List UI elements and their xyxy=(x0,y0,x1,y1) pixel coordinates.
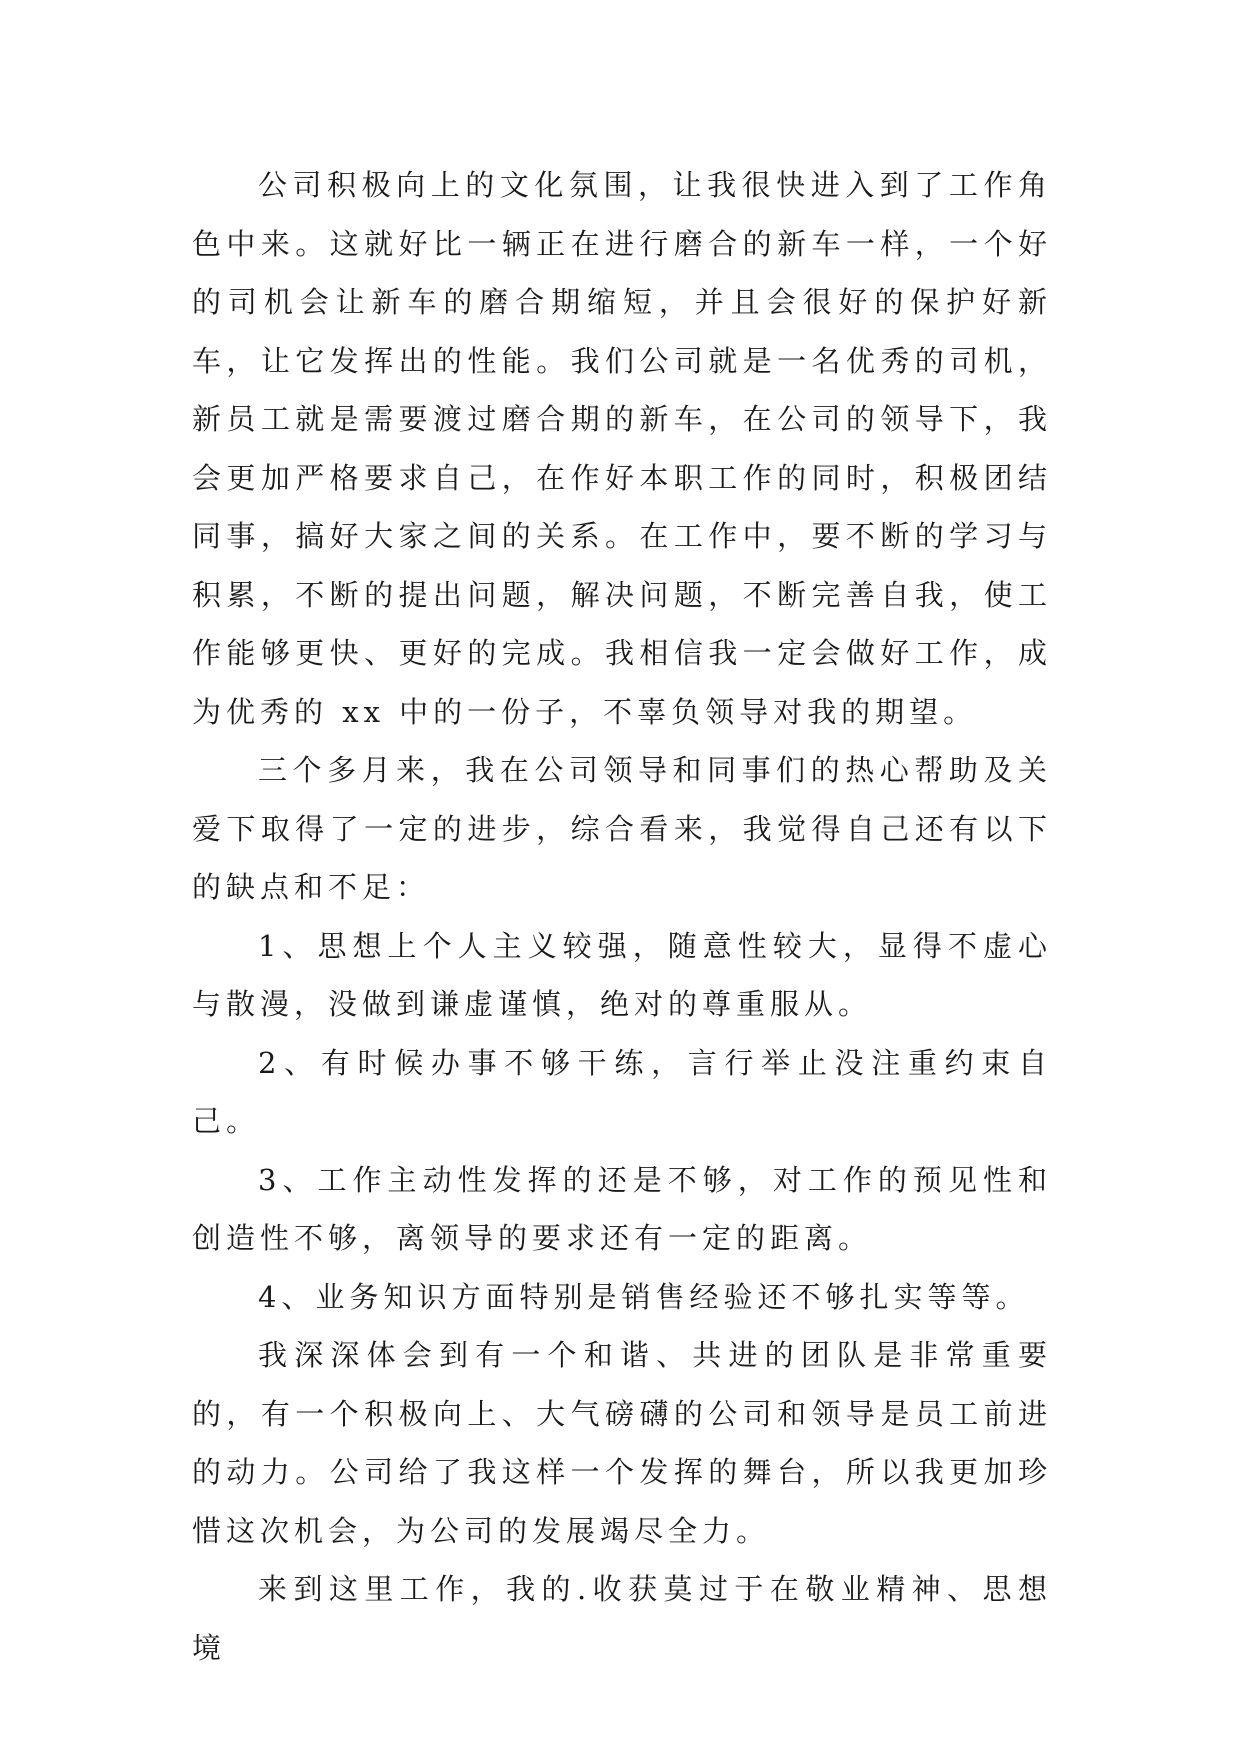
paragraph-company-culture: 公司积极向上的文化氛围，让我很快进入到了工作角色中来。这就好比一辆正在进行磨合的新车一样，一个好的司机会让新车的磨合期缩短，并且会很好的保护好新车，让它发挥出的性能。我们公司就是一名优秀的司机，新员工就是需要渡过磨合期的新车，在公司的领导下，我会更加严格要求自己，在作好本职工作的同时，积极团结同事，搞好大家之间的关系。在工作中，要不断的学习与积累，不断的提出问题，解决问题，不断完善自我，使工作能够更快、更好的完成。我相信我一定会做好工作，成为优秀的 xx 中的一份子，不辜负领导对我的期望。 xyxy=(192,168,1052,729)
paragraph-shortcoming-1: 1、思想上个人主义较强，随意性较大，显得不虚心与散漫，没做到谦虚谨慎，绝对的尊重服从。 xyxy=(192,928,1052,1021)
paragraph-team-reflection: 我深深体会到有一个和谐、共进的团队是非常重要的，有一个积极向上、大气磅礴的公司和领导是员工前进的动力。公司给了我这样一个发挥的舞台，所以我更加珍惜这次机会，为公司的发展竭尽全力。 xyxy=(192,1338,1052,1548)
paragraph-shortcoming-2: 2、有时候办事不够干练，言行举止没注重约束自己。 xyxy=(192,1045,1052,1138)
document-body xyxy=(192,156,1052,1677)
paragraph-shortcoming-4: 4、业务知识方面特别是销售经验还不够扎实等等。 xyxy=(258,1279,1030,1314)
paragraph-harvest: 来到这里工作，我的.收获莫过于在敬业精神、思想境 xyxy=(192,1572,1052,1665)
paragraph-progress-intro: 三个多月来，我在公司领导和同事们的热心帮助及关爱下取得了一定的进步，综合看来，我觉得自己还有以下的缺点和不足： xyxy=(192,753,1052,904)
paragraph-shortcoming-3: 3、工作主动性发挥的还是不够，对工作的预见性和创造性不够，离领导的要求还有一定的距离。 xyxy=(192,1162,1052,1255)
